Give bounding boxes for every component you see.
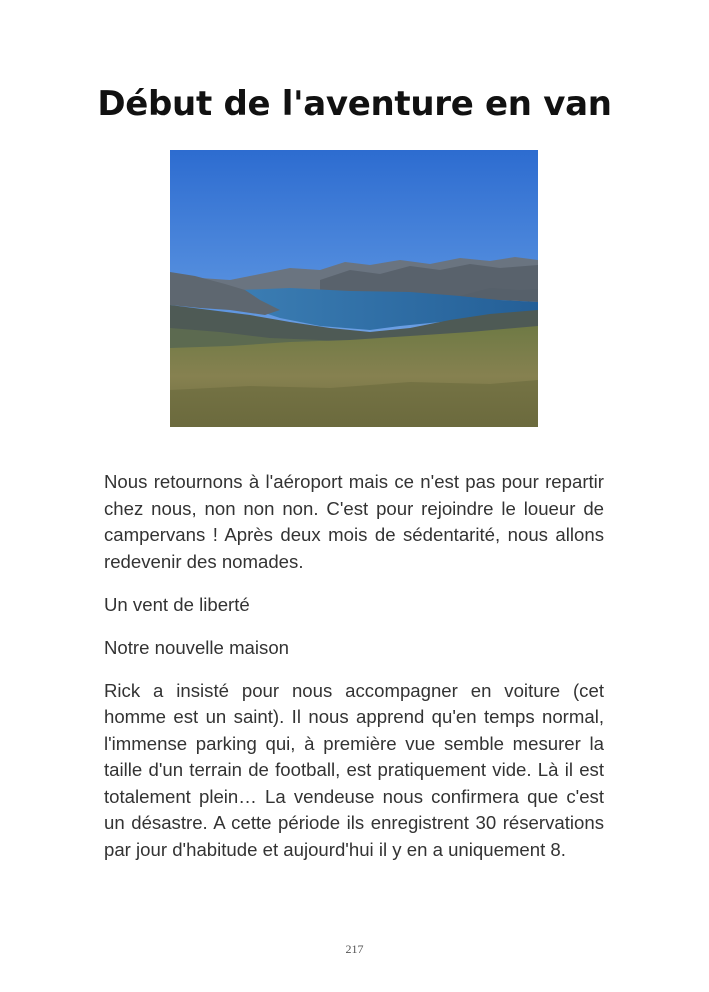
subheading: Un vent de liberté <box>104 593 250 615</box>
page-title: Début de l'aventure en van <box>97 84 612 124</box>
page-number: 217 <box>345 942 364 956</box>
landscape-photo <box>170 150 538 427</box>
paragraph: Rick a insisté pour nous accompagner en voiture (cet homme est un saint). Il nous apprend qu'en temps normal, l'immense parking qui, à première vue semble mesurer la taille d'un terrain de football, est pratiquement vide. Là il est totalement plein… La vendeuse nous confirmera que c'est un désastre. A cette période ils enregistrent 30 réservations par jour d'habitude et aujourd'hui il y en a uniquement 8. <box>104 679 604 860</box>
subheading: Notre nouvelle maison <box>104 636 290 658</box>
article-body <box>104 469 604 880</box>
paragraph: Nous retournons à l'aéroport mais ce n'est pas pour repartir chez nous, non non non. C'est pour rejoindre le loueur de campervans ! Après deux mois de sédentarité, nous allons redevenir des nomades. <box>104 471 604 572</box>
